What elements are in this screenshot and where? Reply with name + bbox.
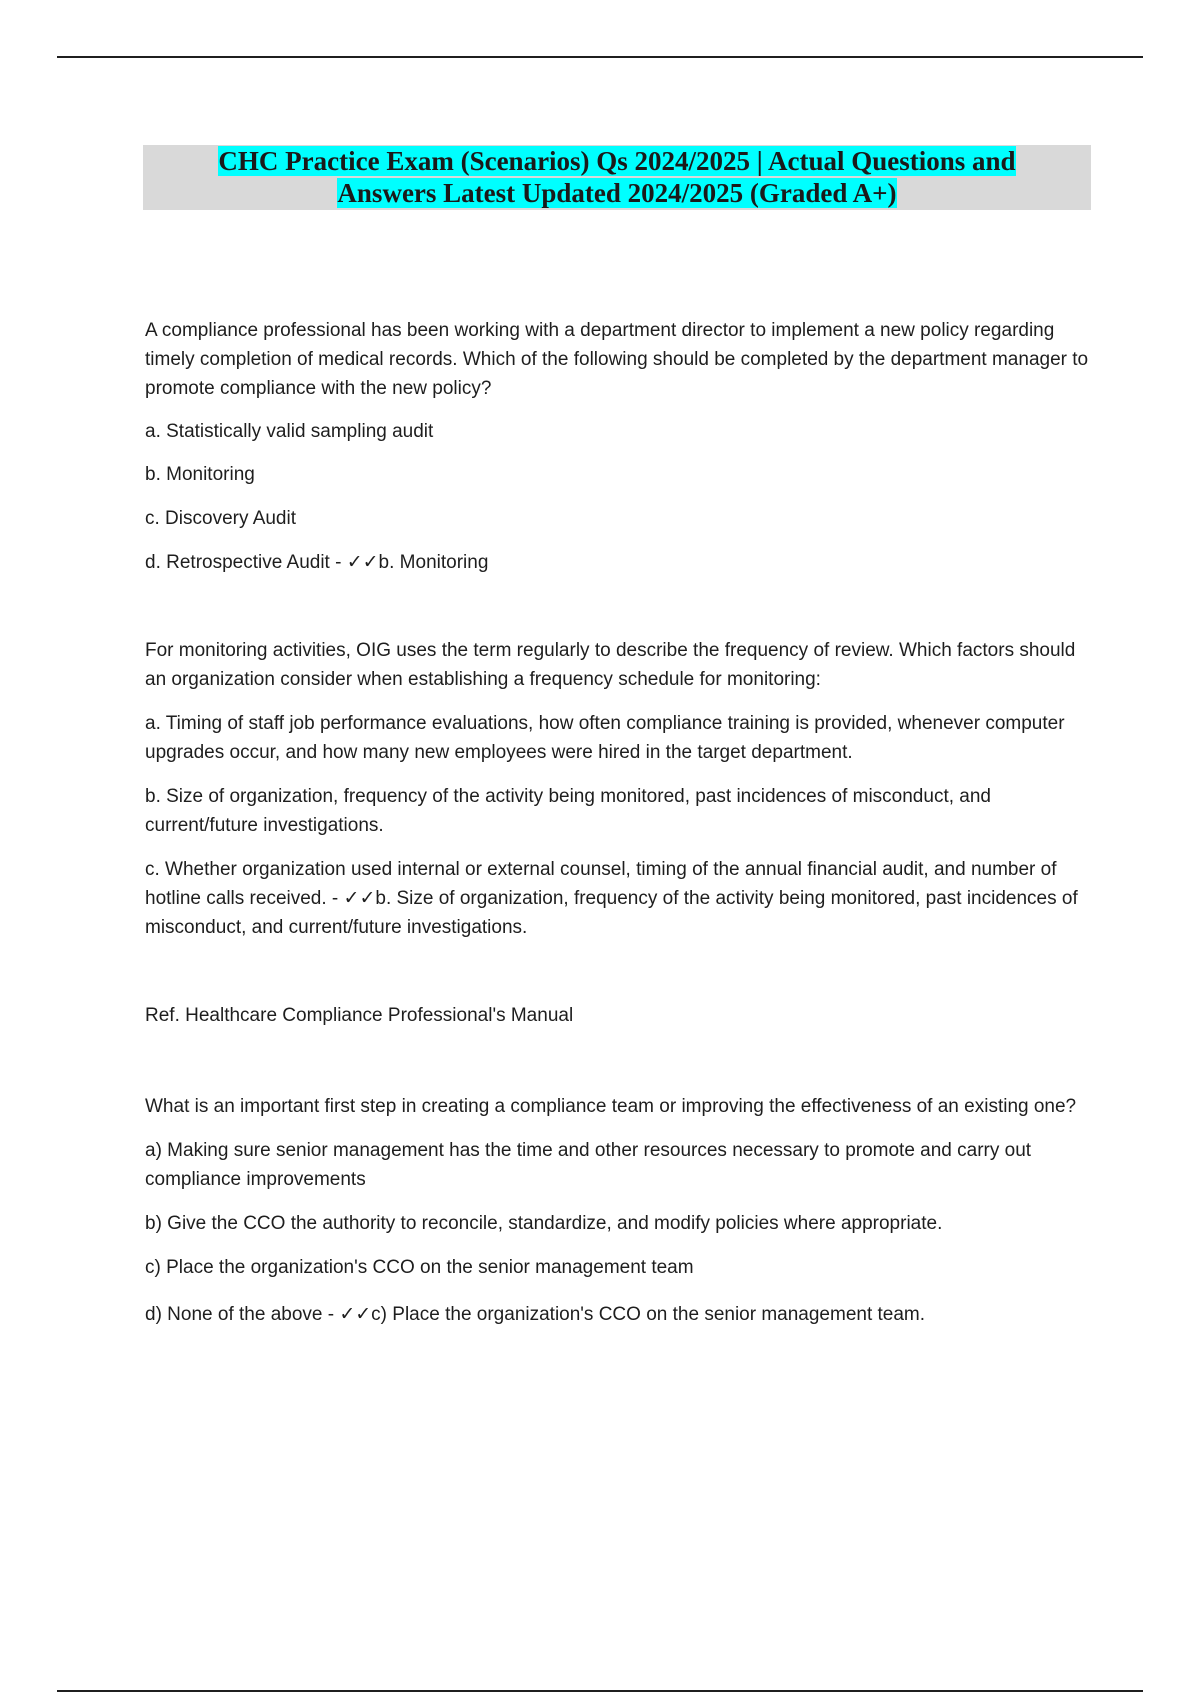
document-title [143, 145, 1091, 210]
q1-option-d-answer: d. Retrospective Audit - ✓✓b. Monitoring [145, 552, 489, 573]
q2-reference: Ref. Healthcare Compliance Professional's Manual [145, 1005, 574, 1026]
q3-option-b: b) Give the CCO the authority to reconcile, standardize, and modify policies where appropriate. [145, 1213, 943, 1234]
q3-option-d-answer: d) None of the above - ✓✓c) Place the organization's CCO on the senior management team. [145, 1304, 926, 1325]
header-rule [57, 56, 1143, 58]
q1-option-c: c. Discovery Audit [145, 508, 296, 529]
q1-option-a: a. Statistically valid sampling audit [145, 421, 434, 442]
q3-option-a: a) Making sure senior management has the time and other resources necessary to promote and carry out compliance improvements [145, 1140, 1032, 1190]
q2-option-b: b. Size of organization, frequency of the activity being monitored, past incidences of misconduct, and current/future investigations. [145, 786, 991, 836]
footer-rule [57, 1690, 1143, 1692]
question-2: For monitoring activities, OIG uses the term regularly to describe the frequency of review. Which factors should an organization consider when establishing a frequency schedule for monitoring: [145, 640, 1076, 690]
question-3: What is an important first step in creating a compliance team or improving the effectiveness of an existing one? [145, 1096, 1077, 1117]
title-line-2: Answers Latest Updated 2024/2025 (Graded A+) [337, 178, 897, 208]
question-1: A compliance professional has been working with a department director to implement a new policy regarding timely completion of medical records. Which of the following should be completed by the department manager to promote compliance with the new policy? [145, 320, 1089, 399]
document-body [145, 316, 1095, 1329]
q1-option-b: b. Monitoring [145, 464, 255, 485]
title-line-1: CHC Practice Exam (Scenarios) Qs 2024/2025 | Actual Questions and [218, 146, 1016, 176]
q3-option-c: c) Place the organization's CCO on the senior management team [145, 1257, 694, 1278]
q2-option-a: a. Timing of staff job performance evaluations, how often compliance training is provided, whenever computer upgrades occur, and how many new employees were hired in the target department. [145, 713, 1065, 763]
q2-option-c-answer: c. Whether organization used internal or external counsel, timing of the annual financial audit, and number of hotline calls received. - ✓✓b. Size of organization, frequency of the activity being monitored, past incidences of misconduct, and current/future investigations. [145, 859, 1078, 938]
